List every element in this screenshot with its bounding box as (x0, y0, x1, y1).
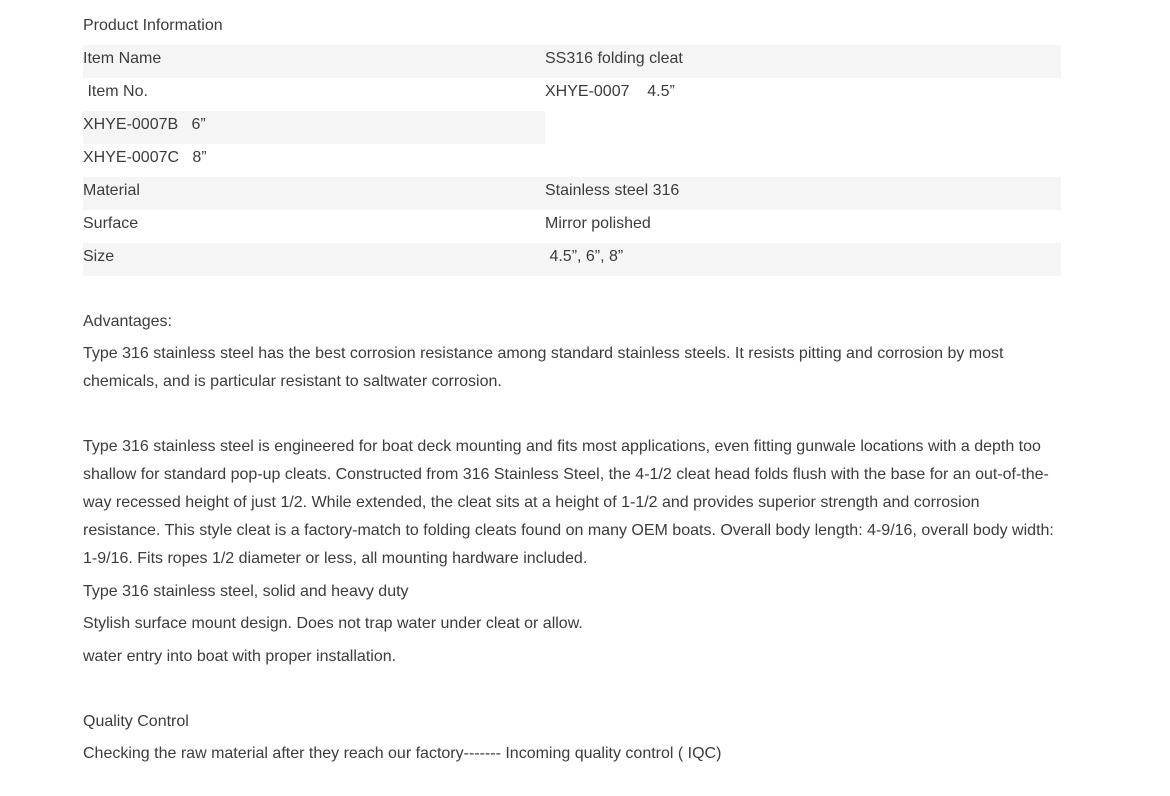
spec-label: Item No. (83, 83, 148, 100)
spec-label: Item Name (83, 50, 162, 67)
advantages-heading: Advantages: (83, 313, 172, 330)
spec-row-item-no-c (83, 144, 1061, 177)
quality-control-heading: Quality Control (83, 713, 189, 730)
spec-row-item-name (83, 45, 1061, 78)
spec-row-size (83, 243, 1061, 276)
spec-row-item-no-b (83, 111, 1061, 144)
spec-row-material (83, 177, 1061, 210)
spec-table (83, 45, 1061, 276)
feature-line: Stylish surface mount design. Does not trap water under cleat or allow. (83, 615, 583, 632)
spec-row-item-no (83, 78, 1061, 111)
spec-row-surface (83, 210, 1061, 243)
quality-control-line: Checking the raw material after they reach our factory------- Incoming quality control ( IQC) (83, 745, 722, 762)
spec-label: XHYE-0007C 8” (83, 149, 207, 166)
spec-value (545, 111, 1061, 144)
advantages-paragraph: Type 316 stainless steel has the best corrosion resistance among standard stainless steels. It resists pitting and corrosion by most chemicals, and is particular resistant to saltwater corrosion. (83, 345, 1004, 390)
spec-value: Mirror polished (545, 215, 651, 232)
spec-label: Size (83, 248, 115, 265)
spec-value (545, 144, 1061, 177)
feature-line: water entry into boat with proper installation. (83, 648, 397, 665)
spec-value: Stainless steel 316 (545, 182, 680, 199)
feature-line: Type 316 stainless steel, solid and heavy duty (83, 583, 409, 600)
spec-label: Material (83, 182, 140, 199)
spec-value: 4.5”, 6”, 8” (545, 248, 624, 265)
spec-value: XHYE-0007 4.5” (545, 83, 675, 100)
spec-label: Surface (83, 215, 139, 232)
spec-label: XHYE-0007B 6” (83, 111, 545, 144)
product-information-heading: Product Information (83, 17, 223, 34)
product-details-paragraph: Type 316 stainless steel is engineered for boat deck mounting and fits most applications, even fitting gunwale locations with a depth too shallow for standard pop-up cleats. Constructed from 316 Stainless Steel, the 4-1/2 cleat head folds flush with the base for an out-of-the-way recessed height of just 1/2. While extended, the cleat sits at a height of 1-1/2 and provides superior strength and corrosion resistance. This style cleat is a factory-match to folding cleats found on many OEM boats. Overall body length: 4-9/16, overall body width: 1-9/16. Fits ropes 1/2 diameter or less, all mounting hardware included. (83, 438, 1054, 567)
spec-value: SS316 folding cleat (545, 50, 683, 67)
